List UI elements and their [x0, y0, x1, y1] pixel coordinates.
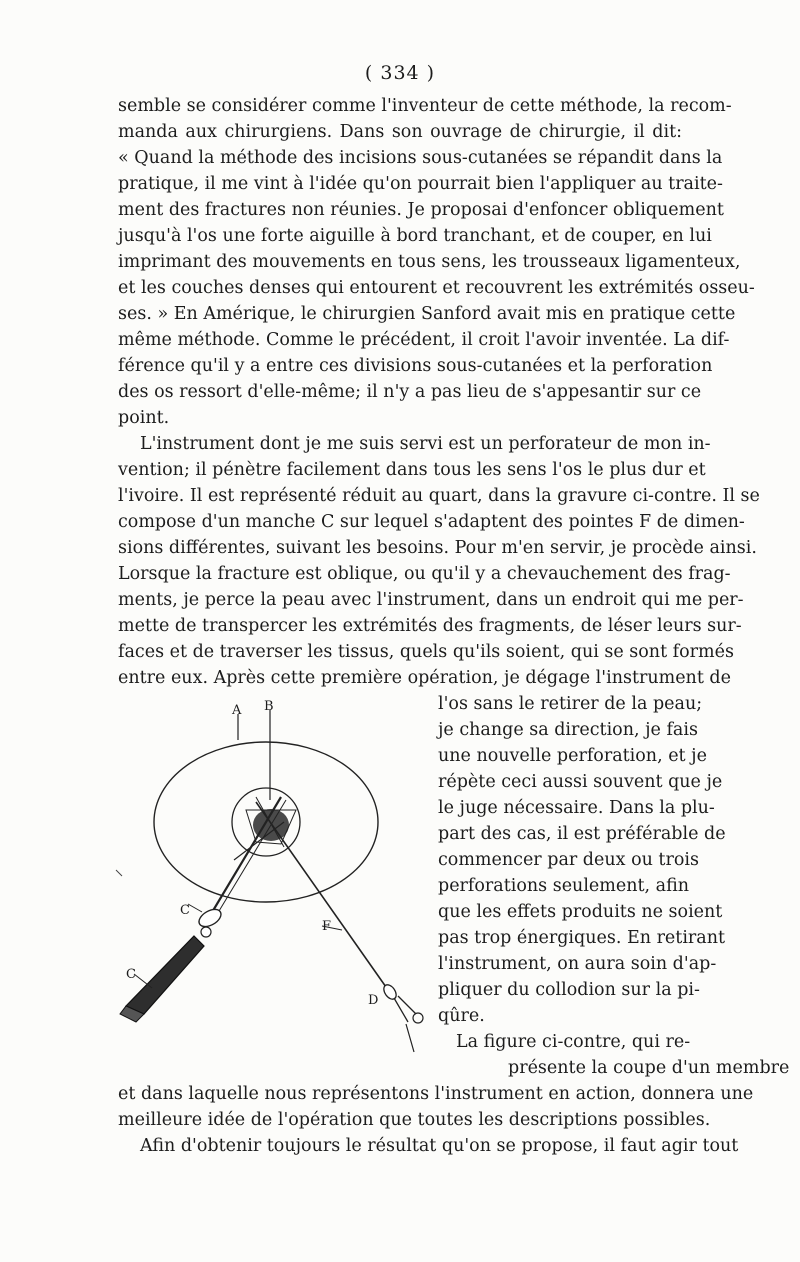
clamp-stem [406, 1024, 414, 1052]
text-line: ment des fractures non réunies. Je proposai d'enfoncer obliquement [118, 200, 724, 220]
instrument-handle [126, 936, 204, 1014]
clamp-ring [413, 1013, 423, 1023]
text-line: Lorsque la fracture est oblique, ou qu'il y a chevauchement des frag- [118, 564, 731, 584]
text-line: meilleure idée de l'opération que toutes les descriptions possibles. [118, 1110, 711, 1130]
text-line: pliquer du collodion sur la pi- [438, 980, 700, 1000]
text-line: mette de transpercer les extrémités des fragments, de léser leurs sur- [118, 616, 742, 636]
label-c-lower-pointer [134, 974, 152, 988]
text-line: manda aux chirurgiens. Dans son ouvrage de chirurgie, il dit: [118, 122, 682, 142]
text-line: même méthode. Comme le précédent, il croit l'avoir inventée. La dif- [118, 330, 730, 350]
instrument-shaft-left-edge [216, 800, 286, 916]
text-line: et dans laquelle nous représentons l'instrument en action, donnera une [118, 1084, 754, 1104]
text-line: point. [118, 408, 170, 428]
text-line: présente la coupe d'un membre [508, 1058, 790, 1078]
instrument-shaft-right [256, 802, 386, 987]
text-line: perforations seulement, afin [438, 876, 690, 896]
stray-mark [116, 870, 122, 876]
text-line: entre eux. Après cette première opération, je dégage l'instrument de [118, 668, 731, 688]
text-line: ments, je perce la peau avec l'instrument, dans un endroit qui me per- [118, 590, 744, 610]
text-line: Afin d'obtenir toujours le résultat qu'on se propose, il faut agir tout [140, 1136, 739, 1156]
page-number: ( 334 ) [364, 62, 436, 84]
instrument-collar [201, 927, 211, 937]
text-line: pas trop énergiques. En retirant [438, 928, 726, 948]
figure-label-c-upper: C [180, 903, 190, 918]
text-line: commencer par deux ou trois [438, 850, 699, 870]
text-line: le juge nécessaire. Dans la plu- [438, 798, 715, 818]
text-line: sions différentes, suivant les besoins. Pour m'en servir, je procède ainsi. [118, 538, 757, 558]
text-line: faces et de traverser les tissus, quels qu'ils soient, qui se sont formés [118, 642, 734, 662]
text-line: L'instrument dont je me suis servi est un perforateur de mon in- [140, 434, 711, 454]
limb-cross-section-figure [106, 692, 440, 1068]
text-line: l'instrument, on aura soin d'ap- [438, 954, 717, 974]
text-line: une nouvelle perforation, et je [438, 746, 707, 766]
text-line: l'os sans le retirer de la peau; [438, 694, 703, 714]
text-line: jusqu'à l'os une forte aiguille à bord tranchant, et de couper, en lui [118, 226, 712, 246]
text-line: férence qu'il y a entre ces divisions sous-cutanées et la perforation [118, 356, 713, 376]
figure-label-b: B [264, 699, 274, 714]
text-line: « Quand la méthode des incisions sous-cutanées se répandit dans la [118, 148, 723, 168]
figure-label-c-lower: C [126, 967, 136, 982]
text-line: vention; il pénètre facilement dans tous les sens l'os le plus dur et [118, 460, 706, 480]
text-line: je change sa direction, je fais [438, 720, 698, 740]
text-line: La figure ci-contre, qui re- [456, 1032, 691, 1052]
text-line: part des cas, il est préférable de [438, 824, 726, 844]
text-line: et les couches denses qui entourent et recouvrent les extrémités osseu- [118, 278, 755, 298]
text-line: que les effets produits ne soient [438, 902, 723, 922]
text-line: l'ivoire. Il est représenté réduit au quart, dans la gravure ci-contre. Il se [118, 486, 760, 506]
text-line: répète ceci aussi souvent que je [438, 772, 723, 792]
text-line: imprimant des mouvements en tous sens, les trousseaux ligamenteux, [118, 252, 741, 272]
perforator-illustration [106, 692, 440, 1068]
text-line: pratique, il me vint à l'idée qu'on pourrait bien l'appliquer au traite- [118, 174, 723, 194]
text-line: compose d'un manche C sur lequel s'adaptent des pointes F de dimen- [118, 512, 745, 532]
text-line: semble se considérer comme l'inventeur de cette méthode, la recom- [118, 96, 732, 116]
figure-label-a: A [232, 703, 242, 718]
text-line: des os ressort d'elle-même; il n'y a pas lieu de s'appesantir sur ce [118, 382, 702, 402]
text-line: ses. » En Amérique, le chirurgien Sanford avait mis en pratique cette [118, 304, 736, 324]
text-line: qûre. [438, 1006, 485, 1026]
figure-label-f: F [322, 919, 332, 934]
label-c-upper-pointer [188, 904, 202, 912]
figure-label-d: D [368, 993, 379, 1008]
